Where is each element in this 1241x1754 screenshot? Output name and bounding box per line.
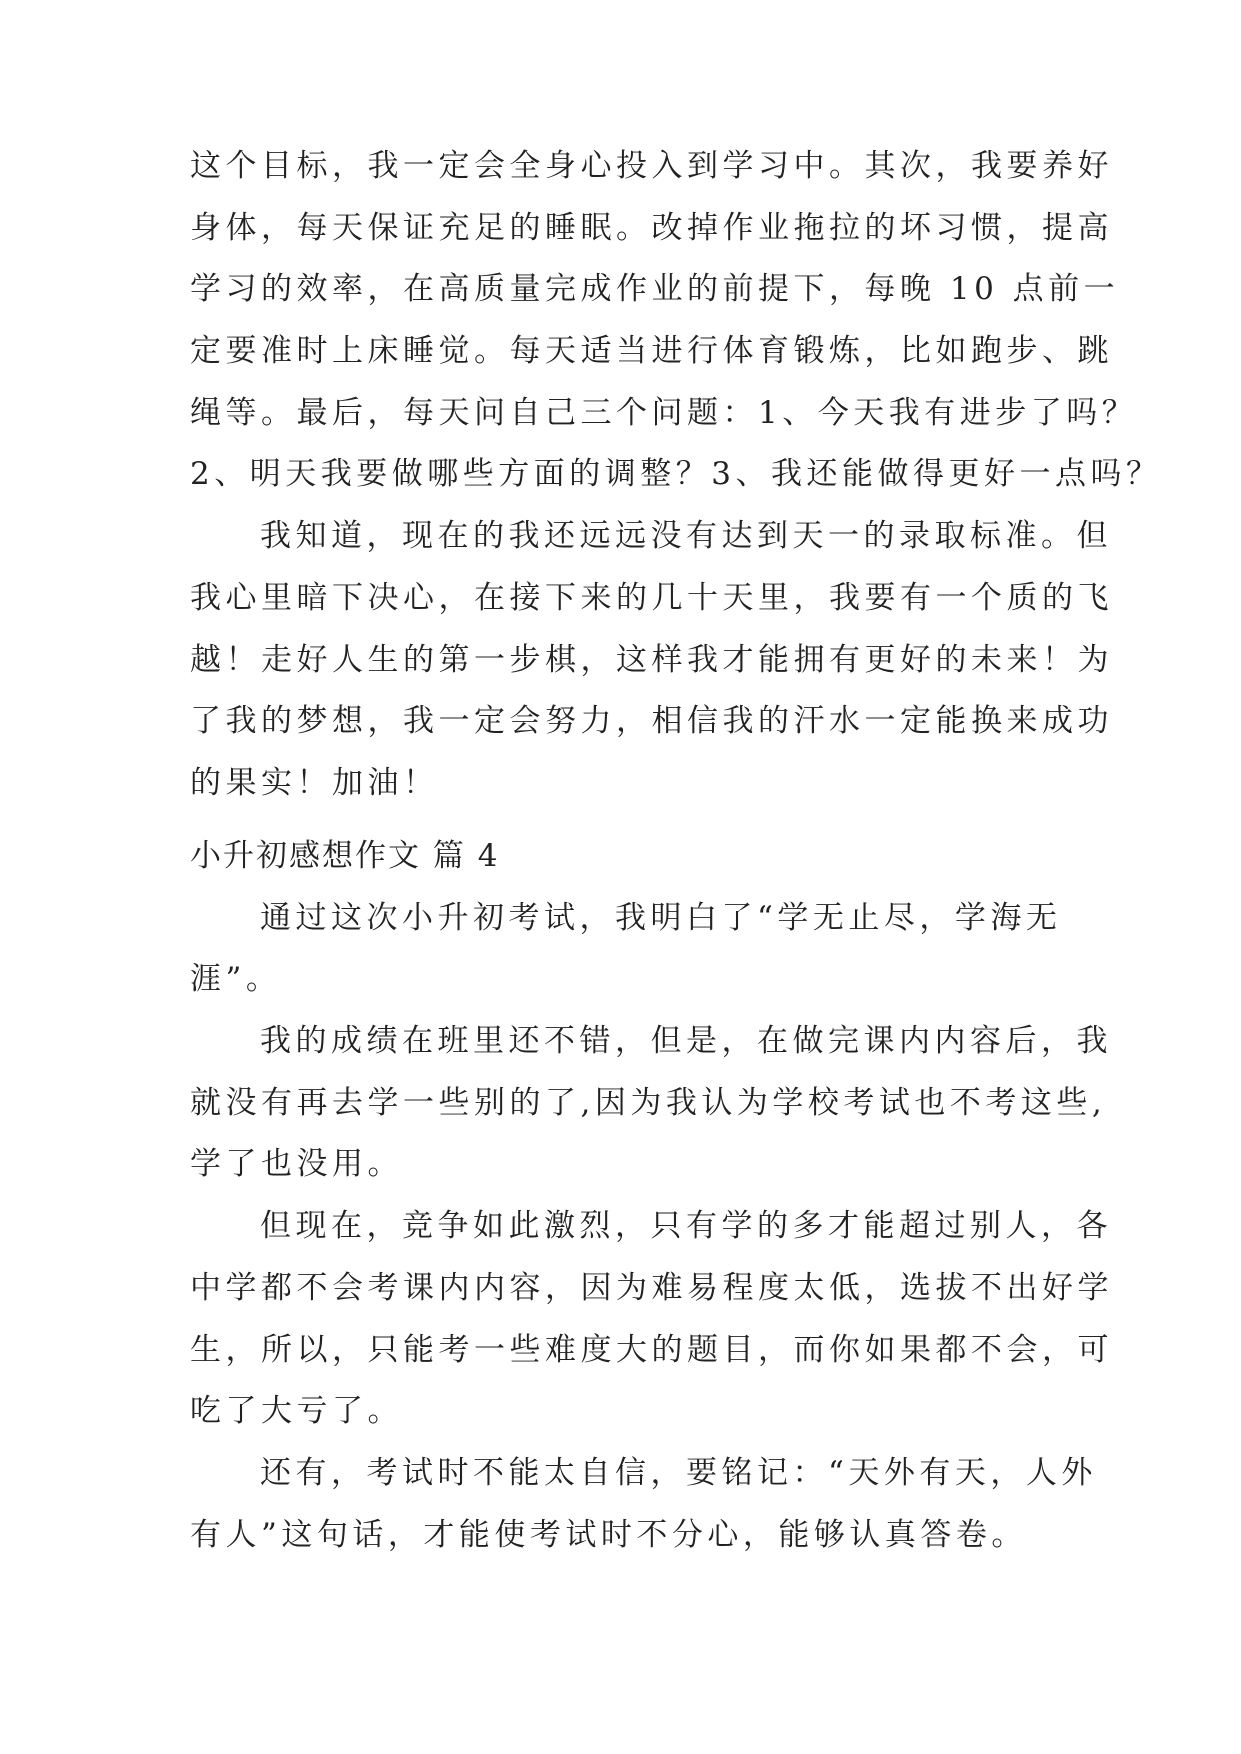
- essay-continuation: [190, 136, 1162, 815]
- paragraph-line: 身体，每天保证充足的睡眠。改掉作业拖拉的坏习惯，提高: [190, 209, 1113, 246]
- paragraph-line: 这个目标，我一定会全身心投入到学习中。其次，我要养好: [190, 148, 1113, 184]
- paragraph-line: 生，所以，只能考一些难度大的题目，而你如果都不会，可: [190, 1331, 1113, 1368]
- paragraph-line: 我知道，现在的我还远远没有达到天一的录取标准。但: [260, 518, 1112, 555]
- paragraph-line: 了我的梦想，我一定会努力，相信我的汗水一定能换来成功: [190, 703, 1113, 740]
- paragraph-line: 但现在，竞争如此激烈，只有学的多才能超过别人，各: [260, 1208, 1112, 1245]
- paragraph-line: 通过这次小升初考试，我明白了“学无止尽，学海无: [260, 899, 1062, 936]
- paragraph-line: 涯”。: [190, 961, 282, 998]
- essay-section-4: [190, 826, 1113, 1566]
- section-heading: 小升初感想作文 篇 4: [190, 838, 500, 874]
- paragraph-line: 绳等。最后，每天问自己三个问题：1、今天我有进步了吗？: [190, 394, 1138, 431]
- paragraph-line: 定要准时上床睡觉。每天适当进行体育锻炼，比如跑步、跳: [190, 333, 1113, 370]
- paragraph-line: 学了也没用。: [190, 1146, 403, 1183]
- paragraph-line: 还有，考试时不能太自信，要铭记：“天外有天，人外: [260, 1454, 1097, 1491]
- paragraph-line: 有人”这句话，才能使考试时不分心，能够认真答卷。: [190, 1516, 1027, 1553]
- paragraph-line: 就没有再去学一些别的了,因为我认为学校考试也不考这些,: [190, 1084, 1107, 1121]
- paragraph-line: 中学都不会考课内内容，因为难易程度太低，选拔不出好学: [190, 1269, 1113, 1306]
- paragraph-line: 吃了大亏了。: [190, 1393, 403, 1430]
- paragraph-line: 越！走好人生的第一步棋，这样我才能拥有更好的未来！为: [190, 641, 1113, 678]
- paragraph-line: 我的成绩在班里还不错，但是，在做完课内内容后，我: [260, 1023, 1112, 1060]
- paragraph-line: 我心里暗下决心，在接下来的几十天里，我要有一个质的飞: [190, 579, 1113, 616]
- paragraph-line: 的果实！加油！: [190, 764, 439, 801]
- paragraph-line: 学习的效率，在高质量完成作业的前提下，每晚 10 点前一: [190, 271, 1120, 308]
- paragraph-line: 2、明天我要做哪些方面的调整？3、我还能做得更好一点吗？: [190, 456, 1162, 493]
